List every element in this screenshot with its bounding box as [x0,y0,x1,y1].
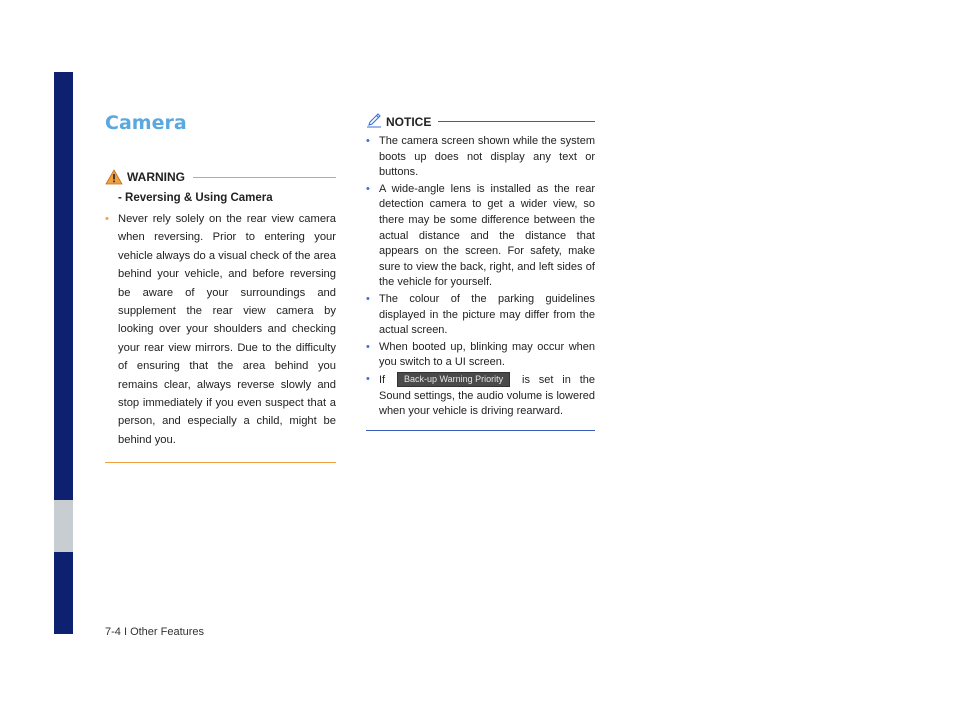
warning-bottom-divider [105,462,336,463]
list-item [366,134,595,181]
bullet-icon: • [366,135,370,147]
sidebar-chapter-marker [54,500,73,552]
section-title: Camera [105,112,187,134]
list-item [105,210,336,449]
bullet-icon: • [366,182,370,195]
notice-label: NOTICE [386,115,432,129]
notice-text: When booted up, blinking may occur when you switch to a UI screen. [379,340,595,369]
bullet-icon: • [366,292,370,305]
warning-label: WARNING [127,170,185,184]
notice-list [366,134,595,420]
sidebar-strip-lower [54,552,73,634]
notice-text: The colour of the parking guidelines displayed in the picture may differ from the actual screen. [379,292,595,337]
warning-subtitle: - Reversing & Using Camera [118,192,273,204]
list-item [366,292,595,339]
notice-bottom-divider [366,430,595,431]
warning-list [105,210,336,449]
list-item [366,340,595,371]
list-item [366,182,595,291]
notice-text-prefix: If [379,373,386,386]
notice-divider [438,121,595,122]
warning-box [105,168,336,463]
notice-header [366,112,595,130]
bullet-icon: • [366,372,370,385]
bullet-icon: • [366,340,370,353]
list-item [366,372,595,420]
warning-divider [193,177,336,178]
back-up-warning-priority-button: Back-up Warning Priority [397,372,510,387]
notice-box [366,112,595,431]
notice-text: The camera screen shown while the system boots up does not display any text or buttons. [379,135,595,179]
warning-triangle-icon [105,169,123,185]
warning-header [105,168,336,186]
notice-text-suffix: is set in the Sound settings, the audio volume is lowered when your vehicle is driving rearward. [379,373,595,418]
page-footer: 7-4 I Other Features [105,626,205,638]
warning-text: Never rely solely on the rear view camera when reversing. Prior to entering your vehicle always do a visual check of the area behind your vehicle, and before reversing be aware of your surroundings and supplement the rear view camera by looking over your shoulders and checking your rear view mirrors. Due to the difficulty of ensuring that the area behind you remains clear, always reverse slowly and stop immediately if you even suspect that a person, and especially a child, might be behind you. [118,213,336,446]
sidebar-strip [54,72,73,500]
bullet-icon: • [105,213,109,225]
pencil-icon [366,112,382,128]
notice-text: A wide-angle lens is installed as the rear detection camera to get a wider view, so there may be some difference between the actual distance and the distance that appears on the screen. For safety, make sure to view the back, right, and left sides of the vehicle for yourself. [379,182,595,289]
